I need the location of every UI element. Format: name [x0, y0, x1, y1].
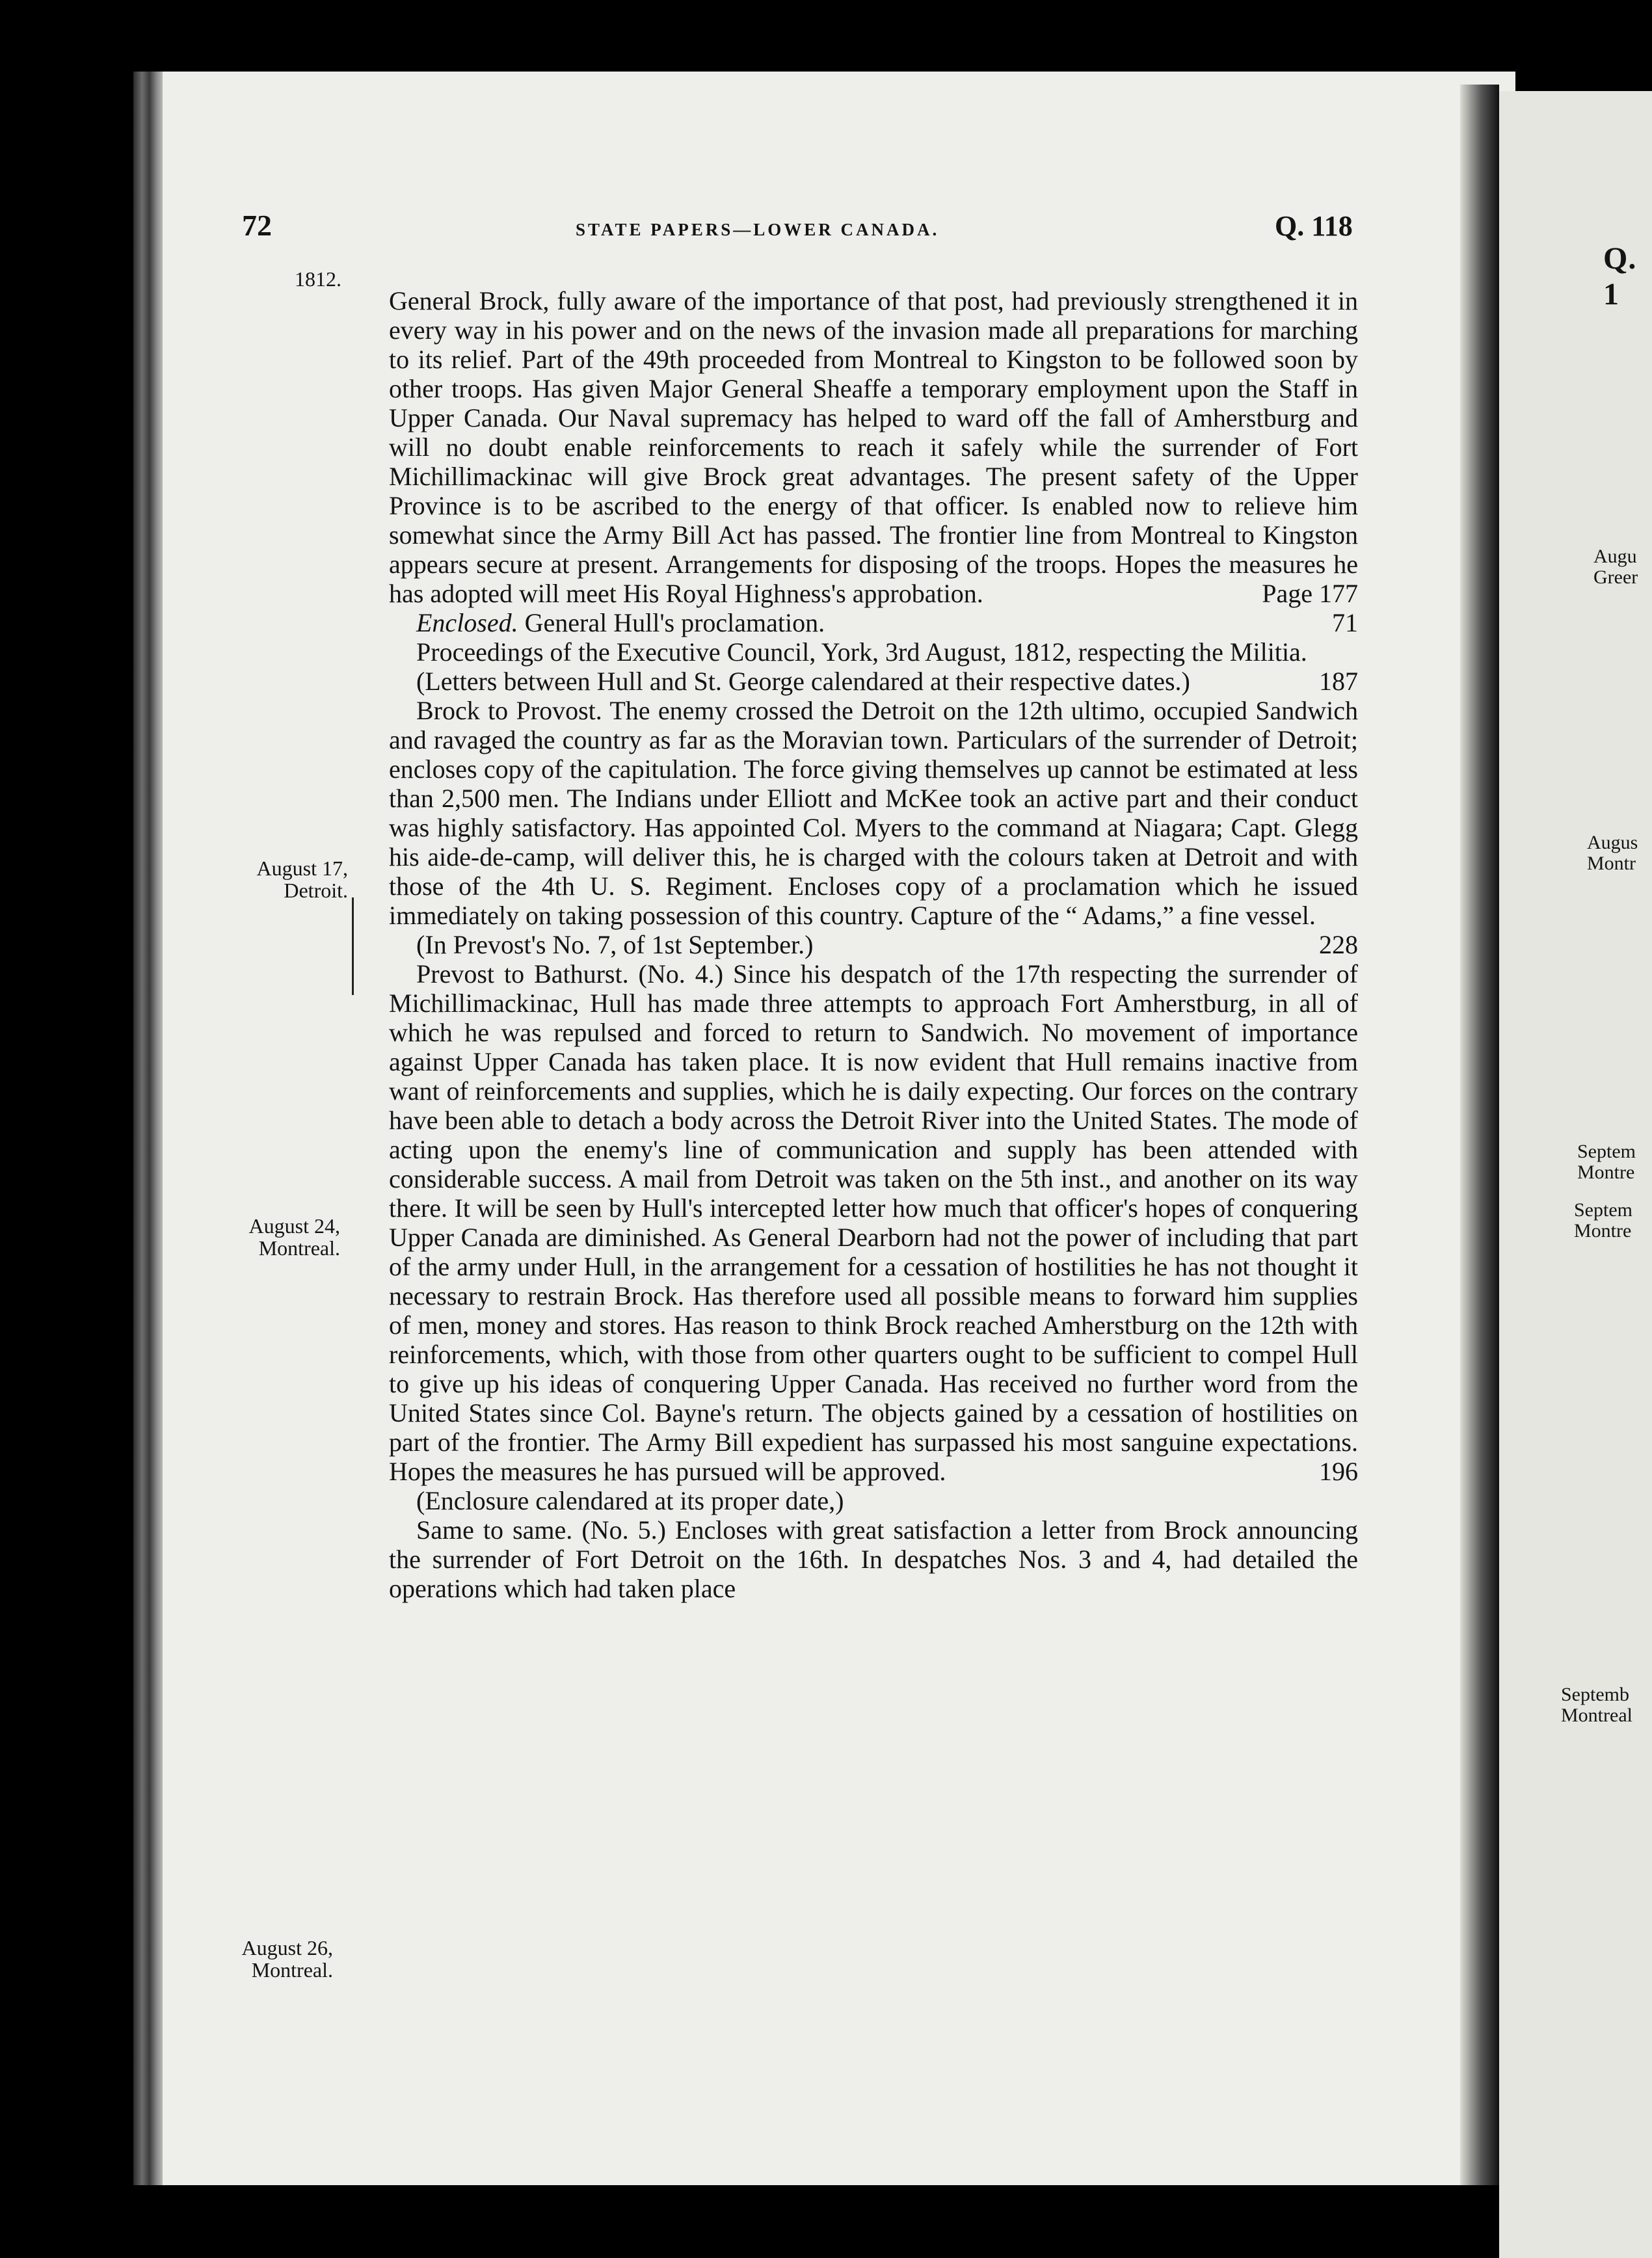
page-reference: 196: [1319, 1457, 1358, 1486]
volume-reference: Q. 118: [1275, 210, 1353, 242]
enclosure-line: Proceedings of the Executive Council, York, 3rd August, 1812, respecting the Militia. 187: [416, 637, 1358, 696]
adjacent-margin-note: Septem Montre: [1577, 1141, 1636, 1183]
page-reference: 71: [1332, 608, 1358, 637]
adjacent-margin-note: Augu Greer: [1593, 546, 1638, 588]
adjacent-page-header: Q. 1: [1603, 241, 1637, 312]
adjacent-page: [1499, 91, 1652, 2258]
page-reference: Page 177: [1262, 579, 1358, 608]
page-reference: 187: [1319, 667, 1358, 696]
adjacent-margin-note: Septemb Montreal: [1561, 1684, 1632, 1726]
calendar-note: (Enclosure calendared at its proper date,): [416, 1486, 844, 1515]
entry-paragraph: Same to same. (No. 5.) Encloses with great satisfaction a letter from Brock announcing the surrender of Fort Detroit on the 16th. In despatches Nos. 3 and 4, had detailed the operations which had taken place: [389, 1515, 1358, 1603]
adjacent-margin-note: Augus Montr: [1587, 832, 1638, 874]
margin-date-august-24: August 24, Montreal.: [248, 1214, 340, 1260]
entry-paragraph: Brock to Provost. The enemy crossed the Detroit on the 12th ultimo, occupied Sandwich and ravaged the country as far as the Moravian town. Particulars of the surrender of Detroit; encloses copy of the capitulation. The force giving themselves up cannot be estimated at less than 2,500 men. The Indians under Elliott and McKee took an active part and their conduct was highly satisfactory. Has appointed Col. Myers to the command at Niagara; Capt. Glegg his aide-de-camp, will deliver this, he is charged with the colours taken at Detroit and with those of the 4th U. S. Regiment. Encloses copy of a proclamation which he issued immediately on taking possession of this country. Capture of the “ Adams,” a fine vessel. 228: [389, 696, 1358, 959]
enclosed-label: Enclosed.: [416, 608, 518, 637]
calendar-note: (In Prevost's No. 7, of 1st September.): [416, 930, 814, 959]
calendar-note: (Letters between Hull and St. George calendared at their respective dates.): [416, 667, 1190, 696]
adjacent-margin-note: Septem Montre: [1574, 1199, 1632, 1242]
page-number: 72: [242, 209, 272, 242]
margin-date-august-17: August 17, Detroit.: [256, 857, 348, 902]
margin-bracket: [352, 897, 354, 995]
enclosure-line: Enclosed. General Hull's proclamation. 71: [416, 608, 1358, 637]
entry-paragraph: Prevost to Bathurst. (No. 4.) Since his despatch of the 17th respecting the surrender of Michillimackinac, Hull has made three attempts to approach Fort Amherstburg, in all of which he was repulsed and forced to return to Sandwich. No movement of importance against Upper Canada has taken place. It is now evident that Hull remains inactive from want of reinforcements and supplies, which he is daily expecting. Our forces on the contrary have been able to detach a body across the Detroit River into the United States. The mode of acting upon the enemy's line of communication and supply has been attended with considerable success. A mail from Detroit was taken on the 5th inst., and another on its way there. It will be seen by Hull's intercepted letter how much that officer's hopes of conquering Upper Canada are diminished. As General Dearborn had not the power of including that part of the army under Hull, in the arrangement for a cessation of hostilities he has not thought it necessary to restrain Brock. Has therefore used all possible means to forward him supplies of men, money and stores. Has reason to think Brock reached Amherstburg on the 12th with reinforcements, which, with those from other quarters ought to be sufficient to compel Hull to give up his ideas of conquering Upper Canada. Has received no further word from the United States since Col. Bayne's return. The objects gained by a cessation of hostilities on part of the frontier. The Army Bill expedient has surpassed his most sanguine expectations. Hopes the measures he has pursued will be approved. 196: [389, 959, 1358, 1486]
running-head: STATE PAPERS—LOWER CANADA.: [576, 220, 940, 239]
entry-paragraph: General Brock, fully aware of the importance of that post, had previously strengthened it in every way in his power and on the news of the invasion made all preparations for marching to its relief. Part of the 49th proceeded from Montreal to Kingston to be followed soon by other troops. Has given Major General Sheaffe a temporary employment upon the Staff in Upper Canada. Our Naval supremacy has helped to ward off the fall of Amherstburg and will no doubt enable reinforcements to reach it safely while the surrender of Fort Michillimackinac will give Brock great advantages. The present safety of the Upper Province is to be ascribed to the energy of that officer. Is enabled now to relieve him somewhat since the Army Bill Act has passed. The frontier line from Montreal to Kingston appears secure at present. Arrangements for disposing of the troops. Hopes the measures he has adopted will meet His Royal Highness's approbation. Page 177: [389, 286, 1358, 608]
book-spine-edge: [133, 72, 163, 2185]
calendar-text: [389, 286, 1358, 1603]
page-gutter: [1460, 85, 1499, 2185]
margin-year: 1812.: [295, 267, 341, 291]
page-reference: 228: [1319, 930, 1358, 959]
margin-date-august-26: August 26, Montreal.: [241, 1936, 333, 1982]
